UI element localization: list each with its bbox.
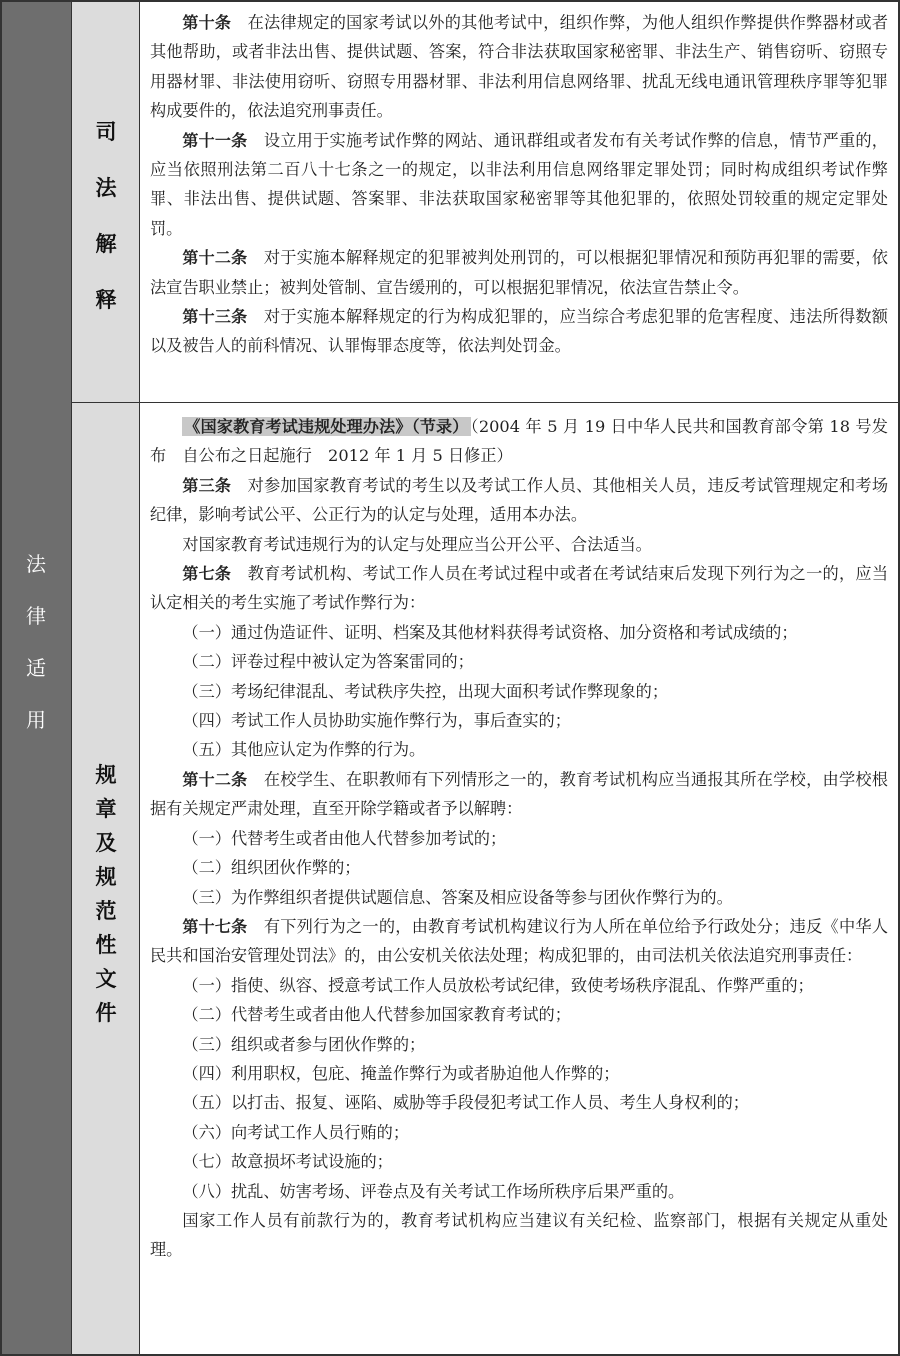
list-item: （七）故意损坏考试设施的；	[182, 1152, 393, 1172]
article-text: 在法律规定的国家考试以外的其他考试中，组织作弊，为他人组织作弊提供作弊器材或者其他帮助，或者非法出售、提供试题、答案，符合非法获取国家秘密罪、非法生产、销售窃听、窃照专用器材罪、非法使用窃听、窃照专用器材罪、非法利用信息网络罪、扰乱无线电通讯管理秩序罪等犯罪构成要件的，依法追究刑事责任。	[150, 13, 889, 121]
article-text: 设立用于实施考试作弊的网站、通讯群组或者发布有关考试作弊的信息，情节严重的，应当依照刑法第二百八十七条之一的规定，以非法利用信息网络罪定罪处罚；同时构成组织考试作弊罪、非法出售、提供试题、答案罪、非法获取国家秘密罪等其他犯罪的，依照处罚较重的规定定罪处罚。	[150, 130, 888, 238]
article-text: 对于实施本解释规定的犯罪被判处刑罚的，可以根据犯罪情况和预防再犯罪的需要，依法宣告职业禁止；被判处管制、宣告缓刑的，可以根据犯罪情况，依法宣告禁止令。	[150, 248, 888, 297]
label-char: 件	[95, 1001, 117, 1025]
list-item: （五）以打击、报复、诬陷、威胁等手段侵犯考试工作人员、考生人身权利的；	[182, 1093, 749, 1113]
label-char: 范	[95, 899, 117, 923]
label-char: 及	[95, 831, 117, 855]
article-paragraph	[150, 302, 888, 361]
article-heading: 第十三条	[182, 307, 248, 327]
article-heading: 第十二条	[182, 769, 248, 789]
label-char: 文	[95, 967, 117, 991]
table-top-border	[0, 0, 900, 2]
label-char: 法	[26, 552, 46, 576]
document-heading	[150, 412, 888, 471]
label-char: 释	[95, 288, 117, 312]
article-paragraph	[150, 126, 888, 244]
label-char: 法	[95, 176, 117, 200]
article-text: 对于实施本解释规定的行为构成犯罪的，应当综合考虑犯罪的危害程度、违法所得数额以及被告人的前科情况、认罪悔罪态度等，依法判处罚金。	[150, 307, 888, 356]
article-paragraph: 对国家教育考试违规行为的认定与处理应当公开公平、合法适当。	[182, 534, 652, 554]
judicial-interpretation-label	[72, 104, 140, 328]
label-char: 解	[95, 232, 117, 256]
list-item: （三）组织或者参与团伙作弊的；	[182, 1034, 426, 1054]
article-heading: 第十二条	[182, 248, 248, 268]
article-paragraph	[150, 8, 888, 126]
document-title: 《国家教育考试违规处理办法》（节录）	[184, 417, 469, 436]
article-text: 对参加国家教育考试的考生以及考试工作人员、其他相关人员，违反考试管理规定和考场纪律，影响考试公平、公正行为的认定与处理，适用本办法。	[150, 475, 889, 525]
article-paragraph	[150, 243, 888, 302]
article-heading: 第三条	[182, 475, 232, 495]
article-heading: 第十一条	[182, 130, 248, 150]
list-item: （二）代替考生或者由他人代替参加国家教育考试的；	[182, 1005, 571, 1025]
label-char: 规	[95, 763, 117, 787]
article-paragraph	[150, 765, 888, 824]
list-item: （六）向考试工作人员行贿的；	[182, 1122, 410, 1142]
list-item: （三）考场纪律混乱、考试秩序失控，出现大面积考试作弊现象的；	[182, 681, 669, 701]
article-paragraph	[150, 471, 888, 530]
article-text: 有下列行为之一的，由教育考试机构建议行为人所在单位给予行政处分；违反《中华人民共和国治安管理处罚法》的，由公安机关依法处理；构成犯罪的，由司法机关依法追究刑事责任：	[150, 916, 888, 966]
judicial-interpretation-content	[150, 8, 888, 361]
label-char: 规	[95, 865, 117, 889]
regulations-content	[150, 412, 888, 1265]
list-item: （四）利用职权，包庇、掩盖作弊行为或者胁迫他人作弊的；	[182, 1063, 620, 1083]
article-heading: 第七条	[182, 564, 232, 584]
label-char: 司	[95, 120, 117, 144]
label-char: 适	[26, 656, 46, 680]
list-item: （一）指使、纵容、授意考试工作人员放松考试纪律，致使考场秩序混乱、作弊严重的；	[182, 975, 814, 995]
article-text: 教育考试机构、考试工作人员在考试过程中或者在考试结束后发现下列行为之一的，应当认定相关的考生实施了考试作弊行为：	[150, 564, 889, 613]
document-note: （2004 年 5 月 19 日中华人民共和国教育部令第 18 号发布 自公布之日起施行 2012 年 1 月 5 日修正）	[150, 417, 888, 466]
article-heading: 第十七条	[182, 916, 248, 936]
label-char: 性	[95, 933, 117, 957]
list-item: （二）组织团伙作弊的；	[182, 858, 361, 878]
article-heading: 第十条	[182, 13, 232, 32]
regulations-label	[72, 758, 140, 1030]
label-char: 律	[26, 604, 46, 628]
article-text: 在校学生、在职教师有下列情形之一的，教育考试机构应当通报其所在学校，由学校根据有关规定严肃处理，直至开除学籍或者予以解聘：	[150, 769, 888, 819]
list-item: （一）代替考生或者由他人代替参加考试的；	[182, 828, 507, 848]
list-item: （三）为作弊组织者提供试题信息、答案及相应设备等参与团伙作弊行为的。	[182, 887, 733, 907]
list-item: （四）考试工作人员协助实施作弊行为，事后查实的；	[182, 711, 571, 731]
article-paragraph: 国家工作人员有前款行为的，教育考试机构应当建议有关纪检、监察部门，根据有关规定从重处理。	[150, 1210, 888, 1260]
article-paragraph	[150, 912, 888, 971]
article-paragraph	[150, 559, 888, 618]
list-item: （二）评卷过程中被认定为答案雷同的；	[182, 652, 474, 672]
list-item: （八）扰乱、妨害考场、评卷点及有关考试工作场所秩序后果严重的。	[182, 1181, 685, 1201]
label-char: 用	[26, 708, 46, 732]
list-item: （五）其他应认定为作弊的行为。	[182, 740, 426, 760]
label-char: 章	[95, 797, 117, 821]
list-item: （一）通过伪造证件、证明、档案及其他材料获得考试资格、加分资格和考试成绩的；	[182, 622, 798, 642]
row-divider	[72, 402, 900, 403]
category-label	[0, 538, 72, 746]
